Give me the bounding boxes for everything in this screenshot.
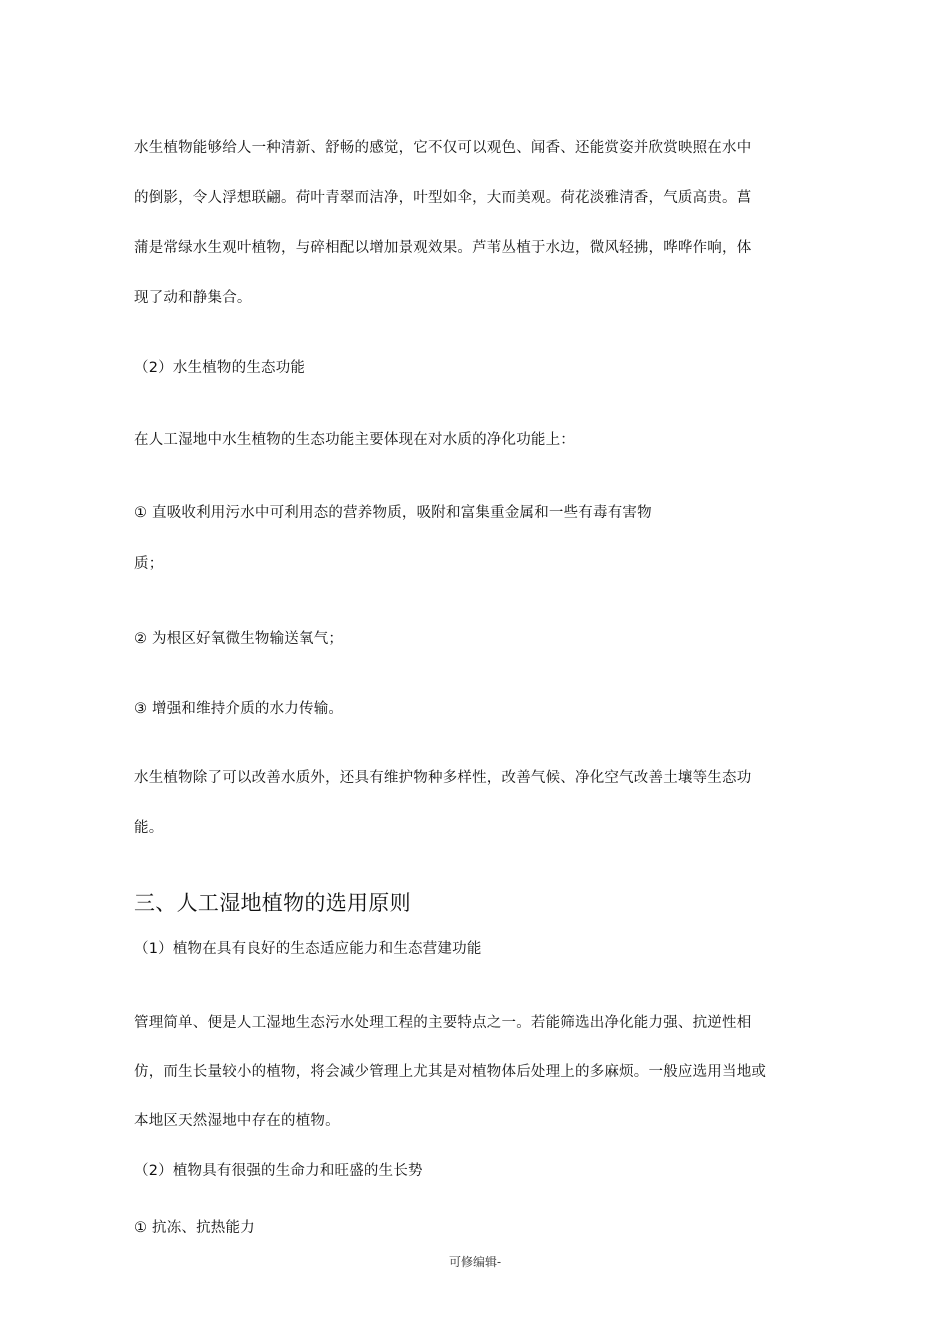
paragraph-1-line-1: 水生植物能够给人一种清新、舒畅的感觉，它不仅可以观色、闻香、还能赏姿并欣赏映照在水中	[134, 140, 752, 156]
list-item-2: ② 为根区好氧微生物输送氧气；	[134, 631, 344, 647]
paragraph-1-line-3: 蒲是常绿水生观叶植物，与碎相配以增加景观效果。芦苇丛植于水边，微风轻拂，哗哗作响，体	[134, 240, 752, 256]
list-item-1-line-2: 质；	[134, 556, 164, 572]
paragraph-3-line-1: 水生植物除了可以改善水质外，还具有维护物种多样性，改善气候、净化空气改善土壤等生态功	[134, 770, 752, 786]
paragraph-4-line-3: 本地区天然湿地中存在的植物。	[134, 1113, 340, 1129]
subheading-ecological-function: （2）水生植物的生态功能	[134, 360, 306, 376]
list-item-1-line-1: ① 直吸收利用污水中可利用态的营养物质，吸附和富集重金属和一些有毒有害物	[134, 505, 652, 521]
paragraph-2: 在人工湿地中水生植物的生态功能主要体现在对水质的净化功能上：	[134, 432, 575, 448]
subheading-adaptability: （1）植物在具有良好的生态适应能力和生态营建功能	[134, 941, 482, 957]
paragraph-4-line-2: 仿，而生长量较小的植物，将会减少管理上尤其是对植物体后处理上的多麻烦。一般应选用当地或	[134, 1064, 767, 1080]
section-3-heading: 三、人工湿地植物的选用原则	[134, 891, 411, 915]
subheading-vitality: （2）植物具有很强的生命力和旺盛的生长势	[134, 1163, 423, 1179]
paragraph-4-line-1: 管理简单、便是人工湿地生态污水处理工程的主要特点之一。若能筛选出净化能力强、抗逆性相	[134, 1015, 752, 1031]
list-item-3: ③ 增强和维持介质的水力传输。	[134, 701, 344, 717]
page-footer: 可修编辑-	[448, 1255, 502, 1269]
paragraph-1-line-2: 的倒影，令人浮想联翩。荷叶青翠而洁净，叶型如伞，大而美观。荷花淡雅清香，气质高贵。菖	[134, 190, 752, 206]
list-item-b1: ① 抗冻、抗热能力	[134, 1220, 255, 1236]
paragraph-3-line-2: 能。	[134, 820, 164, 836]
paragraph-1-line-4: 现了动和静集合。	[134, 290, 252, 306]
